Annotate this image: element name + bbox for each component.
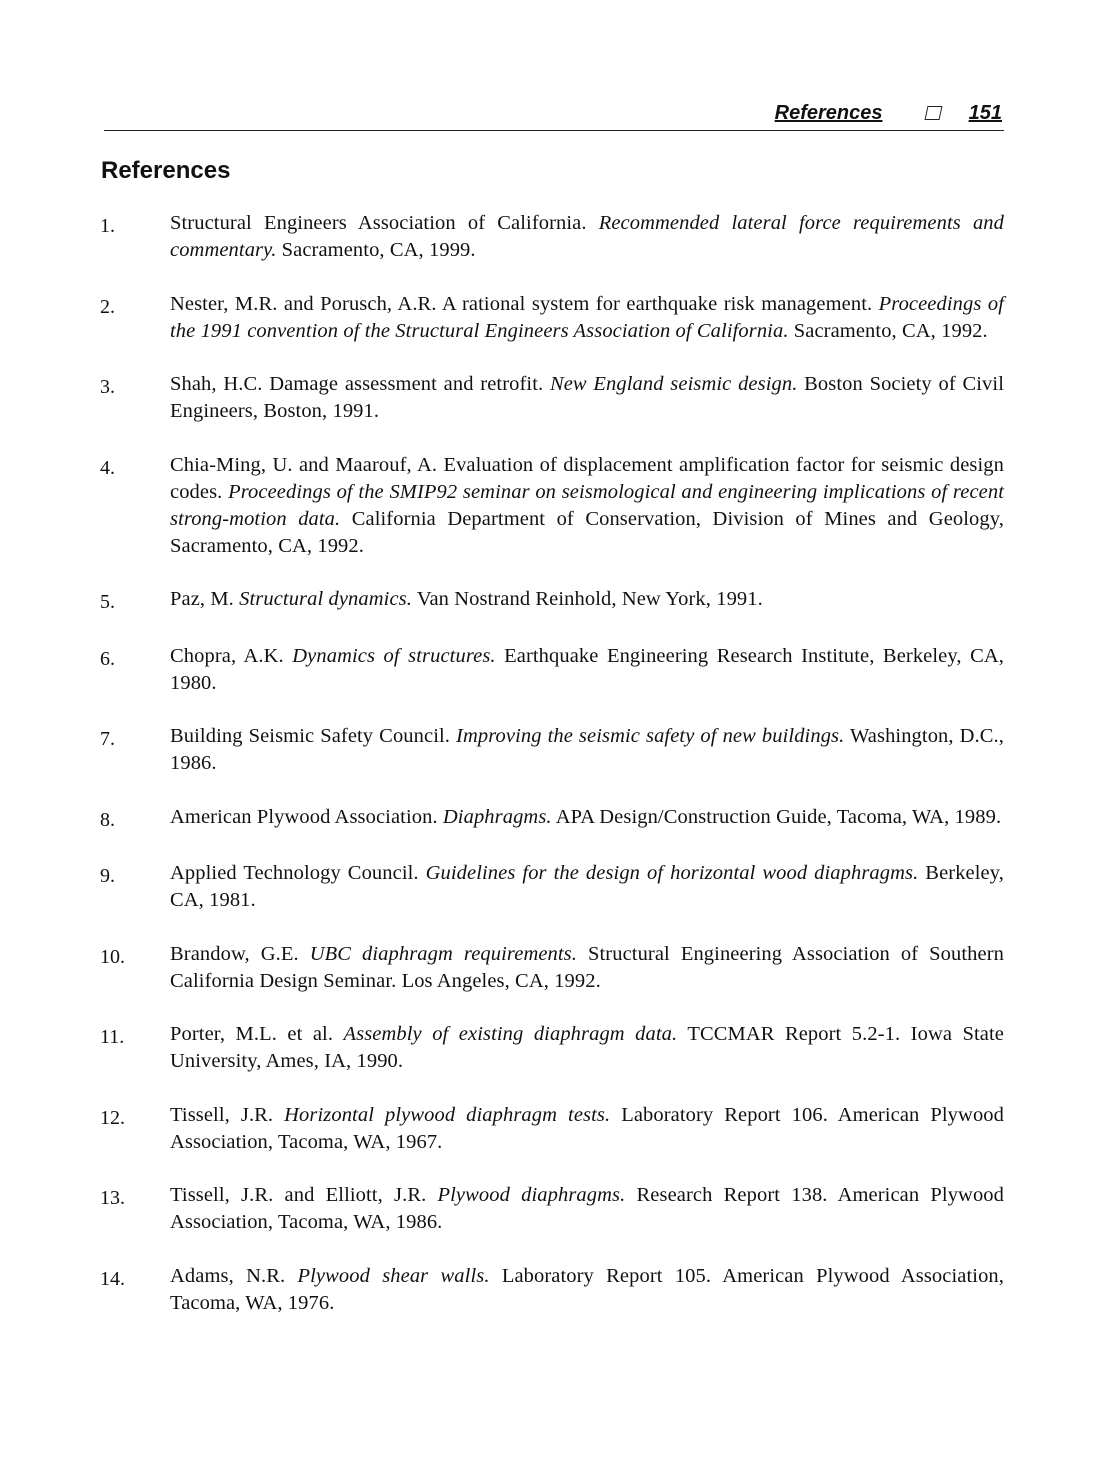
reference-authors: Chia-Ming, U. and Maarouf, A. Evaluation of displacement amplification factor for seismic design codes. <box>170 453 1004 503</box>
reference-publication: TCCMAR Report 5.2-1. Iowa State University, Ames, IA, 1990. <box>170 1023 1004 1072</box>
reference-number: 10. <box>100 945 125 968</box>
reference-text <box>170 1102 1004 1156</box>
reference-number: 5. <box>100 591 115 613</box>
reference-item <box>100 291 1004 345</box>
reference-number: 11. <box>100 1026 125 1048</box>
reference-text <box>170 586 1004 616</box>
reference-authors: Brandow, G.E. <box>170 942 310 965</box>
running-head-title: References <box>774 102 883 124</box>
reference-item <box>100 586 1004 616</box>
reference-title: Dynamics of structures. <box>292 644 496 667</box>
reference-item <box>100 1182 1004 1236</box>
reference-text <box>170 860 1004 914</box>
reference-number: 8. <box>100 808 115 831</box>
reference-title: UBC diaphragm requirements. <box>309 942 577 965</box>
running-head <box>104 102 1004 131</box>
reference-title: Assembly of existing diaphragm data. <box>343 1023 678 1045</box>
reference-publication: Washington, D.C., 1986. <box>170 725 1004 774</box>
reference-title: Plywood diaphragms. <box>437 1184 626 1206</box>
reference-publication: Boston Society of Civil Engineers, Boston, 1991. <box>170 373 1004 422</box>
reference-publication: Sacramento, CA, 1992. <box>788 319 988 342</box>
reference-authors: Building Seismic Safety Council. <box>170 725 457 747</box>
reference-item <box>100 1263 1004 1317</box>
reference-authors: Tissell, J.R. and Elliott, J.R. <box>170 1184 438 1206</box>
reference-item <box>100 723 1004 777</box>
reference-authors: Applied Technology Council. <box>170 862 426 884</box>
reference-number: 13. <box>100 1187 125 1209</box>
reference-item <box>100 804 1004 834</box>
reference-item <box>100 210 1004 264</box>
reference-number: 6. <box>100 647 115 670</box>
reference-publication: Earthquake Engineering Research Institute, Berkeley, CA, 1980. <box>170 644 1004 694</box>
reference-number: 9. <box>100 865 115 887</box>
reference-item <box>100 643 1004 697</box>
reference-number: 14. <box>100 1267 125 1290</box>
reference-authors: Paz, M. <box>170 588 240 610</box>
reference-text <box>170 804 1004 834</box>
reference-authors: Structural Engineers Association of California. <box>170 212 599 234</box>
reference-number: 1. <box>100 215 115 237</box>
reference-text <box>170 1021 1004 1075</box>
reference-list <box>100 210 1004 1343</box>
reference-authors: Tissell, J.R. <box>170 1103 285 1126</box>
reference-text <box>170 1263 1004 1317</box>
reference-number: 12. <box>100 1106 125 1129</box>
reference-item <box>100 941 1004 995</box>
reference-title: Proceedings of the 1991 convention of the Structural Engineers Association of California. <box>170 292 1004 342</box>
reference-title: Improving the seismic safety of new buildings. <box>456 725 845 747</box>
reference-text <box>170 452 1004 560</box>
reference-title: Proceedings of the SMIP92 seminar on seismological and engineering implications of recent strong-motion data. <box>170 480 1004 530</box>
reference-number: 7. <box>100 728 115 750</box>
reference-title: Structural dynamics. <box>239 588 412 610</box>
reference-item <box>100 1021 1004 1075</box>
reference-title: Horizontal plywood diaphragm tests. <box>284 1103 611 1126</box>
reference-title: Plywood shear walls. <box>297 1264 490 1287</box>
reference-publication: Berkeley, CA, 1981. <box>170 862 1004 911</box>
reference-text <box>170 643 1004 697</box>
reference-publication: Research Report 138. American Plywood Association, Tacoma, WA, 1986. <box>170 1184 1004 1233</box>
reference-authors: Chopra, A.K. <box>170 644 293 667</box>
reference-publication: California Department of Conservation, Division of Mines and Geology, Sacramento, CA, 1992. <box>170 507 1004 557</box>
reference-text <box>170 210 1004 264</box>
reference-text <box>170 371 1004 425</box>
reference-publication: Laboratory Report 106. American Plywood Association, Tacoma, WA, 1967. <box>170 1103 1004 1153</box>
reference-publication: Van Nostrand Reinhold, New York, 1991. <box>411 588 763 610</box>
reference-text <box>170 291 1004 345</box>
section-title: References <box>101 157 231 184</box>
reference-number: 3. <box>100 376 115 398</box>
reference-number: 4. <box>100 456 115 479</box>
reference-text <box>170 1182 1004 1236</box>
reference-authors: Adams, N.R. <box>170 1264 298 1287</box>
reference-publication: Structural Engineering Association of Southern California Design Seminar. Los Angeles, CA, 1992. <box>170 942 1004 992</box>
reference-number: 2. <box>100 295 115 318</box>
reference-publication: Laboratory Report 105. American Plywood Association, Tacoma, WA, 1976. <box>170 1264 1004 1314</box>
reference-publication: APA Design/Construction Guide, Tacoma, WA, 1989. <box>551 805 1002 828</box>
page-number: 151 <box>968 102 1002 124</box>
square-ornament-icon <box>925 106 943 120</box>
reference-item <box>100 860 1004 914</box>
reference-authors: American Plywood Association. <box>170 805 443 828</box>
reference-publication: Sacramento, CA, 1999. <box>276 239 476 261</box>
reference-title: Diaphragms. <box>442 805 552 828</box>
reference-text <box>170 941 1004 995</box>
reference-title: Guidelines for the design of horizontal wood diaphragms. <box>425 862 919 884</box>
reference-text <box>170 723 1004 777</box>
reference-item <box>100 452 1004 560</box>
reference-authors: Shah, H.C. Damage assessment and retrofit. <box>170 373 550 395</box>
reference-authors: Nester, M.R. and Porusch, A.R. A rational system for earthquake risk management. <box>170 292 879 315</box>
reference-authors: Porter, M.L. et al. <box>170 1023 344 1045</box>
reference-title: New England seismic design. <box>549 373 798 395</box>
reference-item <box>100 1102 1004 1156</box>
reference-item <box>100 371 1004 425</box>
reference-title: Recommended lateral force requirements and commentary. <box>170 212 1004 261</box>
